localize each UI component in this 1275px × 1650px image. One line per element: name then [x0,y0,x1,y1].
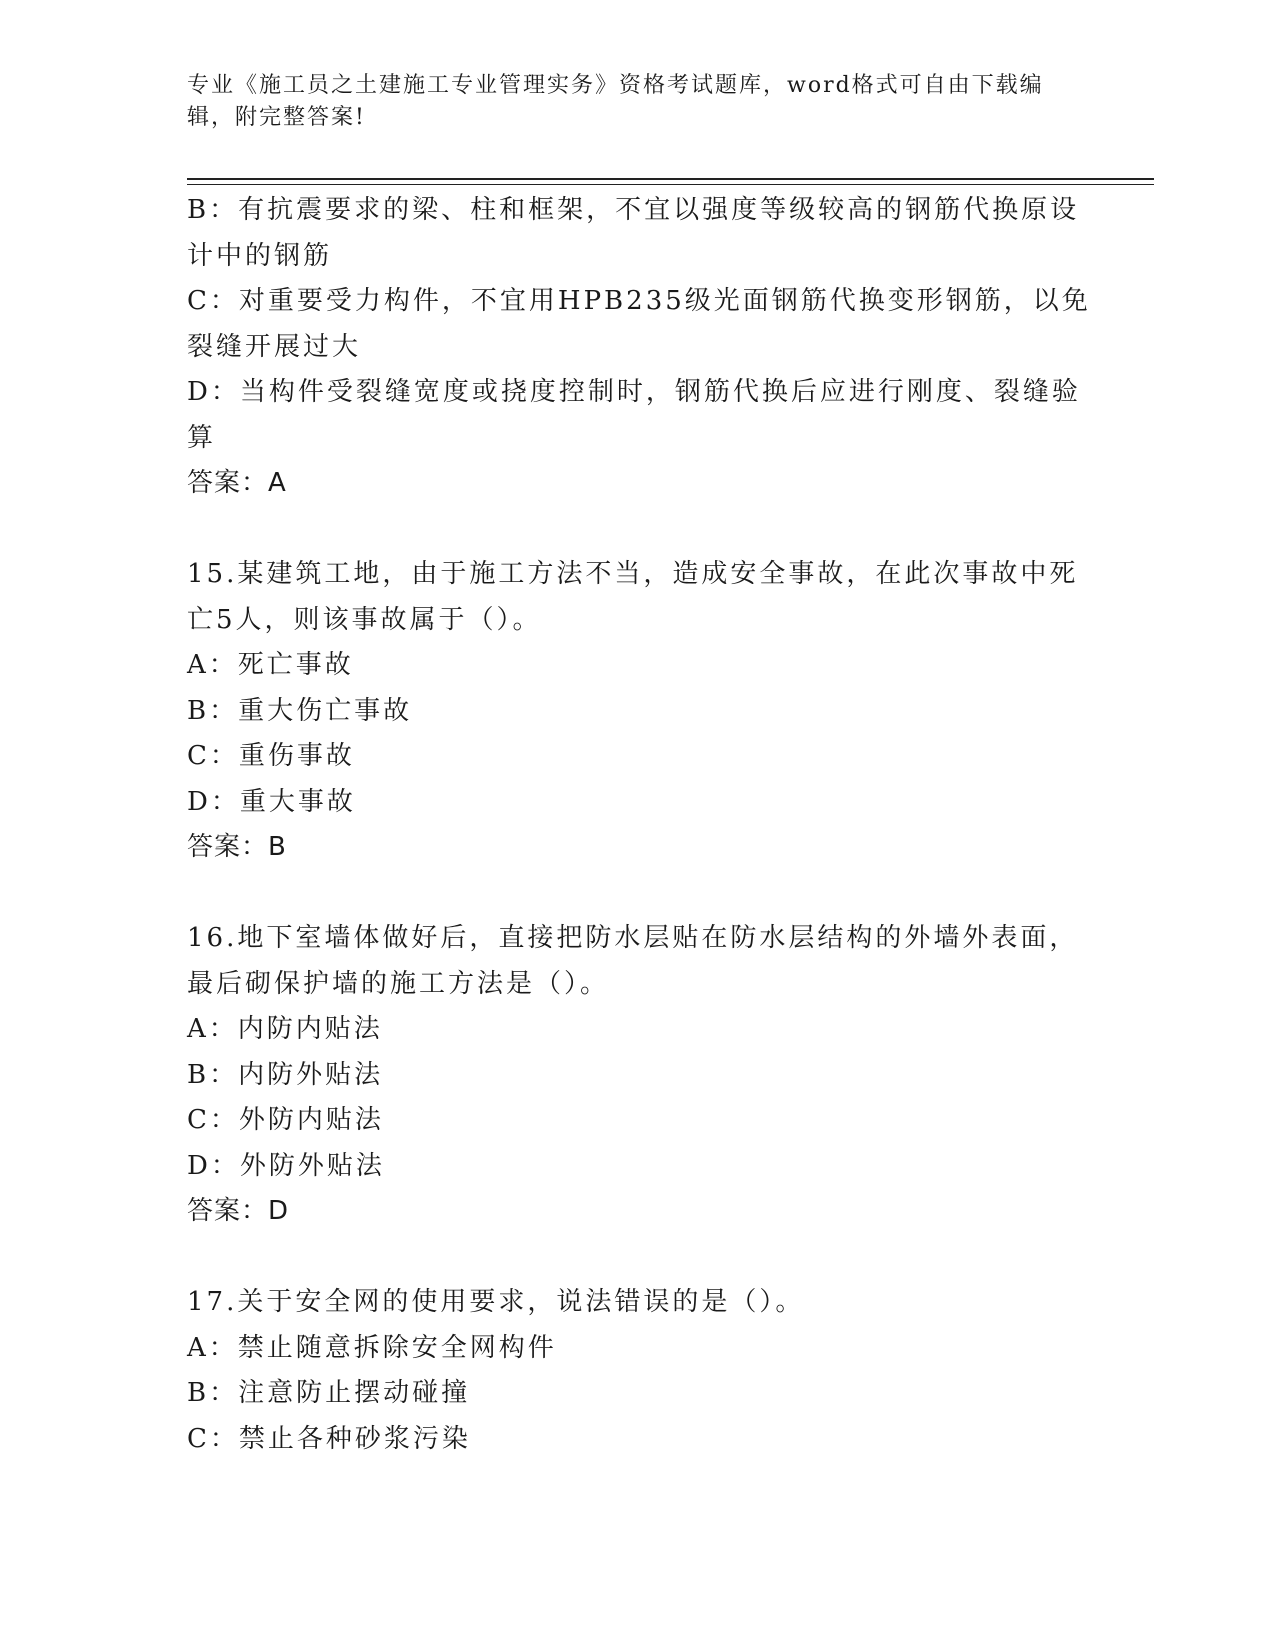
question-list [187,188,1091,1462]
question-17 [187,1280,1087,1462]
option-c-line-2: 裂缝开展过大 [187,331,362,362]
question-stem-line-1: 16.地下室墙体做好后，直接把防水层贴在防水层结构的外墙外表面， [187,923,1079,953]
option-b: B：重大伤亡事故 [187,695,413,726]
header-rule-thick [187,178,1154,180]
question-14 [187,188,1091,507]
question-stem-line-1: 15.某建筑工地，由于施工方法不当，造成安全事故，在此次事故中死 [187,559,1079,589]
option-b: B：内防外贴法 [187,1059,384,1090]
question-stem-line-1: 17.关于安全网的使用要求，说法错误的是（）。 [187,1287,805,1317]
option-d: D：重大事故 [187,786,356,817]
question-stem-line-2: 亡5人，则该事故属于（）。 [187,604,542,635]
option-a: A：死亡事故 [187,650,354,680]
header-line-2: 辑，附完整答案! [187,105,366,130]
option-d: D：外防外贴法 [187,1150,385,1181]
option-d-line-2: 算 [187,422,217,453]
option-c: C：外防内贴法 [187,1105,384,1135]
question-stem-line-2: 最后砌保护墙的施工方法是（）。 [187,968,610,999]
header-line-1: 专业《施工员之土建施工专业管理实务》资格考试题库，word格式可自由下载编 [187,73,1044,98]
answer: 答案：D [187,1196,290,1226]
option-b-line-2: 计中的钢筋 [187,240,333,271]
option-c: C：禁止各种砂浆污染 [187,1423,471,1454]
option-d-line-1: D：当构件受裂缝宽度或挠度控制时，钢筋代换后应进行刚度、裂缝验 [187,377,1081,407]
option-a: A：禁止随意拆除安全网构件 [187,1332,557,1363]
option-b-line-1: B：有抗震要求的梁、柱和框架，不宜以强度等级较高的钢筋代换原设 [187,195,1080,225]
option-a: A：内防内贴法 [187,1014,383,1044]
question-16 [187,916,1087,1235]
option-c: C：重伤事故 [187,741,355,771]
document-header [187,70,1067,134]
option-c-line-1: C：对重要受力构件，不宜用HPB235级光面钢筋代换变形钢筋，以免 [187,286,1091,316]
question-15 [187,552,1087,871]
answer: 答案：A [187,468,287,498]
spacer [187,871,1087,917]
answer: 答案：B [187,832,287,862]
spacer [187,1235,1087,1281]
option-b: B：注意防止摆动碰撞 [187,1378,471,1408]
header-rule-thin [187,184,1154,185]
spacer [187,507,1087,553]
